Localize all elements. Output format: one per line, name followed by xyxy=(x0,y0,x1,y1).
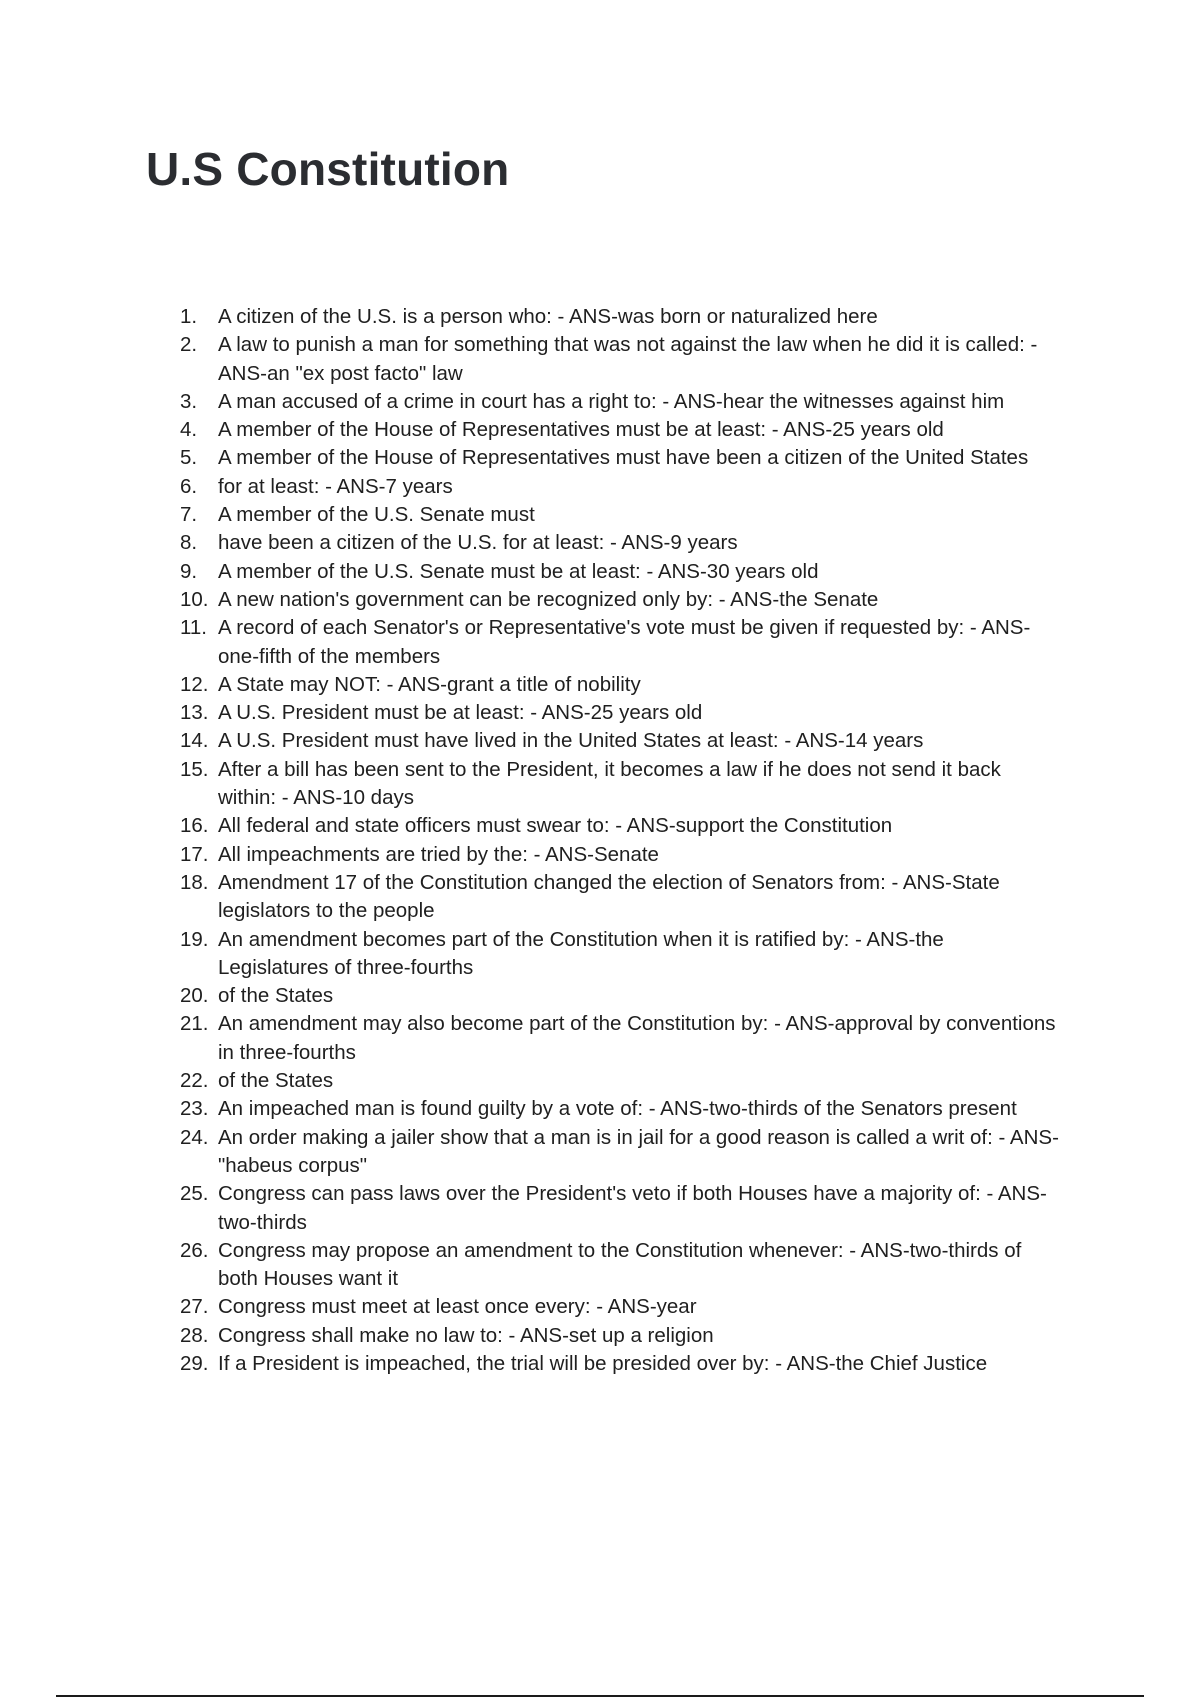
list-item xyxy=(180,926,1060,983)
footer-divider xyxy=(56,1695,1144,1697)
list-item-number: 10. xyxy=(180,587,209,611)
list-item-number: 25. xyxy=(180,1182,209,1206)
list-item-text: An amendment becomes part of the Constitution when it is ratified by: - ANS-the Legislatures of three-fourths xyxy=(218,927,944,979)
list-item-number: 7. xyxy=(180,503,198,527)
list-item xyxy=(180,473,1060,501)
list-item-number: 29. xyxy=(180,1351,209,1375)
list-item xyxy=(180,756,1060,813)
list-item-text: All federal and state officers must swear to: - ANS-support the Constitution xyxy=(218,814,893,838)
list-item-number: 19. xyxy=(180,927,209,951)
list-item-number: 23. xyxy=(180,1097,209,1121)
list-item-text: A U.S. President must be at least: - ANS-25 years old xyxy=(218,701,703,725)
list-item-text: A member of the House of Representatives must have been a citizen of the United States xyxy=(218,446,1029,470)
list-item-text: An impeached man is found guilty by a vote of: - ANS-two-thirds of the Senators present xyxy=(218,1097,1017,1121)
list-item-number: 8. xyxy=(180,531,198,555)
list-item-text: Amendment 17 of the Constitution changed the election of Senators from: - ANS-State legislators to the people xyxy=(218,870,1000,923)
list-item xyxy=(180,671,1060,699)
list-item-number: 14. xyxy=(180,729,209,753)
list-item xyxy=(180,699,1060,727)
list-item-number: 22. xyxy=(180,1069,209,1093)
list-item-text: A citizen of the U.S. is a person who: - ANS-was born or naturalized here xyxy=(218,305,878,328)
list-item xyxy=(180,388,1060,416)
list-item-text: An order making a jailer show that a man is in jail for a good reason is called a writ of: - ANS-"habeus corpus" xyxy=(218,1125,1059,1177)
list-item xyxy=(180,558,1060,586)
list-item-number: 21. xyxy=(180,1012,209,1036)
list-item-number: 6. xyxy=(180,474,198,498)
list-item-text: of the States xyxy=(218,984,334,1008)
list-item-text: A member of the U.S. Senate must xyxy=(218,503,535,527)
list-item xyxy=(180,1350,1060,1378)
list-item-text: Congress may propose an amendment to the Constitution whenever: - ANS-two-thirds of both Houses want it xyxy=(218,1238,1022,1291)
list-item xyxy=(180,416,1060,444)
list-item-text: A member of the House of Representatives must be at least: - ANS-25 years old xyxy=(218,418,944,442)
list-item-text: for at least: - ANS-7 years xyxy=(218,474,453,498)
list-item xyxy=(180,869,1060,926)
list-item xyxy=(180,1010,1060,1067)
list-item xyxy=(180,501,1060,529)
list-item xyxy=(180,1124,1060,1181)
list-item-number: 5. xyxy=(180,446,198,470)
list-item-number: 1. xyxy=(180,305,198,328)
list-item xyxy=(180,1180,1060,1237)
list-item-number: 27. xyxy=(180,1295,209,1319)
list-item-number: 24. xyxy=(180,1125,209,1149)
list-item xyxy=(180,1293,1060,1321)
list-item-number: 11. xyxy=(180,616,207,640)
list-item-number: 17. xyxy=(180,842,209,866)
list-item-number: 18. xyxy=(180,870,209,894)
list-item-text: All impeachments are tried by the: - ANS-Senate xyxy=(218,842,659,866)
list-item xyxy=(180,331,1060,388)
list-item-number: 16. xyxy=(180,814,209,838)
list-item-number: 9. xyxy=(180,559,198,583)
list-item-text: A new nation's government can be recognized only by: - ANS-the Senate xyxy=(218,587,879,611)
list-item xyxy=(180,614,1060,671)
list-item-text: have been a citizen of the U.S. for at least: - ANS-9 years xyxy=(218,531,738,555)
list-item-text: Congress can pass laws over the President's veto if both Houses have a majority of: - ANS-two-thirds xyxy=(218,1182,1047,1234)
list-item-text: A law to punish a man for something that was not against the law when he did it is called: - ANS-an "ex post facto" law xyxy=(218,333,1038,385)
list-item xyxy=(180,444,1060,472)
list-item-number: 4. xyxy=(180,418,198,442)
list-item-number: 2. xyxy=(180,333,198,357)
list-item-number: 12. xyxy=(180,672,209,696)
list-item xyxy=(180,841,1060,869)
list-item xyxy=(180,586,1060,614)
list-item-number: 3. xyxy=(180,389,198,413)
list-item-text: A State may NOT: - ANS-grant a title of nobility xyxy=(218,672,641,696)
list-item-number: 13. xyxy=(180,701,209,725)
list-item xyxy=(180,1095,1060,1123)
list-item-text: If a President is impeached, the trial will be presided over by: - ANS-the Chief Justice xyxy=(218,1351,988,1375)
list-item xyxy=(180,812,1060,840)
list-item-text: A man accused of a crime in court has a right to: - ANS-hear the witnesses against him xyxy=(218,389,1005,413)
list-item-text: After a bill has been sent to the President, it becomes a law if he does not send it back within: - ANS-10 days xyxy=(218,757,1001,810)
list-item xyxy=(180,1067,1060,1095)
list-item-number: 26. xyxy=(180,1238,209,1262)
list-item-text: An amendment may also become part of the Constitution by: - ANS-approval by conventions in three-fourths xyxy=(218,1012,1056,1064)
list-item-number: 15. xyxy=(180,757,209,781)
list-item-text: Congress shall make no law to: - ANS-set up a religion xyxy=(218,1323,714,1347)
question-answer-list xyxy=(180,303,1060,1378)
list-item xyxy=(180,982,1060,1010)
list-item xyxy=(180,303,1060,331)
list-item-text: of the States xyxy=(218,1069,334,1093)
list-item xyxy=(180,1237,1060,1294)
list-item-text: A member of the U.S. Senate must be at least: - ANS-30 years old xyxy=(218,559,819,583)
list-item xyxy=(180,727,1060,755)
list-item-text: A record of each Senator's or Representative's vote must be given if requested by: - ANS-one-fifth of the members xyxy=(218,616,1031,668)
list-item-text: Congress must meet at least once every: - ANS-year xyxy=(218,1295,697,1319)
list-item-number: 28. xyxy=(180,1323,209,1347)
list-item xyxy=(180,529,1060,557)
list-item xyxy=(180,1322,1060,1350)
page-title: U.S Constitution xyxy=(146,143,510,195)
list-item-number: 20. xyxy=(180,984,209,1008)
list-item-text: A U.S. President must have lived in the United States at least: - ANS-14 years xyxy=(218,729,924,753)
